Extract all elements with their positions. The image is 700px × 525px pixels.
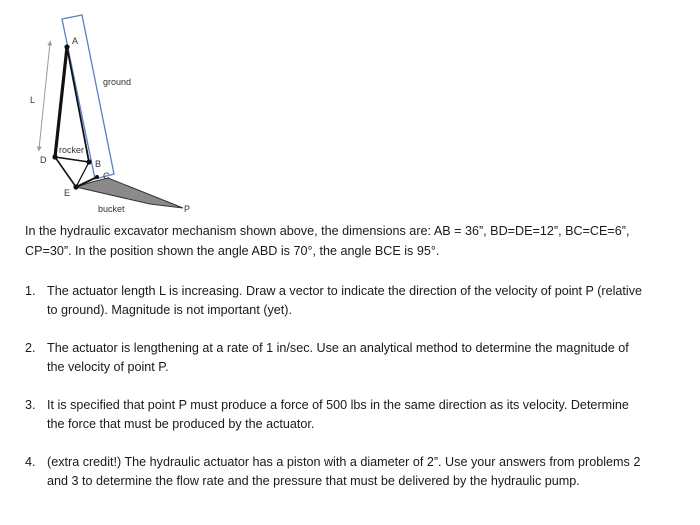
problem-item-3 — [25, 396, 675, 434]
problem-intro — [25, 221, 675, 261]
joint-d — [52, 154, 57, 159]
label-e: E — [64, 188, 71, 198]
bucket-shape — [76, 178, 183, 208]
label-p: P — [184, 204, 191, 214]
intro-line-1: In the hydraulic excavator mechanism shown above, the dimensions are: AB = 36”, BD=DE=12”, BC=CE=6”, — [25, 224, 630, 238]
excavator-mechanism-figure — [0, 0, 230, 220]
actuator-link — [55, 47, 67, 157]
joint-b — [86, 159, 91, 164]
problem-list — [25, 282, 675, 510]
label-bucket: bucket — [98, 204, 125, 214]
length-l-dimension-arrow — [39, 43, 50, 149]
problem-text-line-1: It is specified that point P must produce a force of 500 lbs in the same direction as its velocity. Determine — [47, 398, 629, 412]
label-rocker: rocker — [59, 145, 85, 155]
problem-text-line-1: The actuator length L is increasing. Draw a vector to indicate the direction of the velocity of point P (relative — [47, 284, 643, 298]
intro-line-2: CP=30”. In the position shown the angle ABD is 70°, the angle BCE is 95°. — [25, 244, 440, 258]
label-d: D — [40, 155, 47, 165]
joint-c — [95, 175, 99, 179]
rocker-db-link — [55, 157, 89, 162]
problem-text-line-1: (extra credit!) The hydraulic actuator has a piston with a diameter of 2”. Use your answers from problems 2 — [47, 455, 641, 469]
problem-text-line-2: and 3 to determine the flow rate and the pressure that must be delivered by the hydraulic pump. — [47, 474, 580, 488]
joint-a — [64, 44, 69, 49]
label-l: L — [30, 95, 36, 105]
problem-item-2 — [25, 339, 675, 377]
label-c: C — [103, 171, 110, 181]
problem-text-line-2: to ground). Magnitude is not important (yet). — [47, 303, 293, 317]
problem-number: 1. — [25, 284, 36, 298]
problem-number: 4. — [25, 455, 36, 469]
problem-text-line-1: The actuator is lengthening at a rate of 1 in/sec. Use an analytical method to determine the magnitude of — [47, 341, 629, 355]
label-b: B — [95, 159, 102, 169]
problem-item-4 — [25, 453, 675, 491]
rocker-de-link — [55, 157, 76, 187]
problem-text-line-2: the force that must be produced by the actuator. — [47, 417, 315, 431]
label-a: A — [72, 36, 79, 46]
problem-text-line-2: the velocity of point P. — [47, 360, 169, 374]
label-ground: ground — [103, 77, 132, 87]
problem-number: 3. — [25, 398, 36, 412]
problem-number: 2. — [25, 341, 36, 355]
joint-e — [73, 184, 78, 189]
problem-item-1 — [25, 282, 675, 320]
